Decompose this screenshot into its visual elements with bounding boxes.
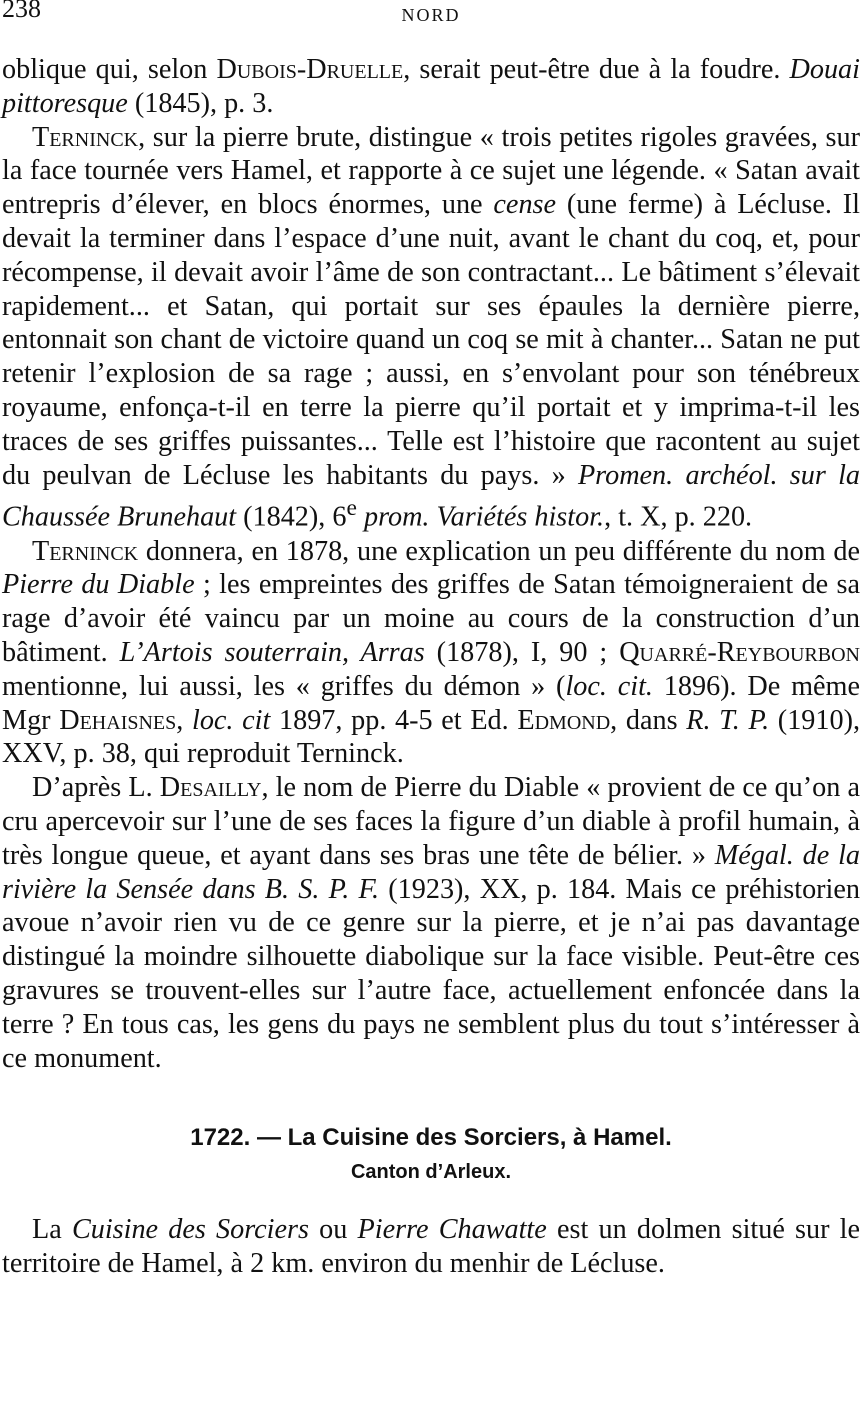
- text-run: (une ferme) à Lécluse. Il devait la terminer dans l’espace d’une nuit, avant le chant du coq, et, pour récompense, il devait avoir l’âme de son contractant... Le bâtiment s’élevait rapidement... et Satan, qui portait sur ses épaules la dernière pierre, entonnait son chant de victoire quand un coq se mit à chanter... Satan ne put retenir l’explosion de sa rage ; aussi, en s’envolant pour son ténébreux royaume, enfonça-t-il en terre la pierre qu’il portait et y imprima-t-il les traces de ses griffes puissantes... Telle est l’histoire que racontent au sujet du peulvan de Lécluse les habitants du pays. »: [2, 189, 860, 491]
- text-run: ,: [176, 704, 192, 736]
- text-run: (1878), I, 90 ;: [424, 636, 620, 668]
- text-run: donnera, en 1878, une explication un peu différente du nom de: [138, 535, 860, 567]
- text-run: (1910), XXV, p. 38, qui reproduit Terninck.: [2, 704, 861, 770]
- text-run: , sur la pierre brute, distingue « trois petites rigoles gravées, sur la face tournée vers Hamel, et rapporte à ce sujet une légende. « Satan avait entrepris d’élever, en blocs énormes, une: [2, 121, 860, 221]
- text-run: ; les empreintes des griffes de Satan témoigneraient de sa rage d’avoir été vaincu par un moine au cours de la construction d’un bâtiment.: [2, 569, 860, 668]
- text-run: (1842), 6: [236, 501, 347, 533]
- text-run: (1923), XX, p. 184. Mais ce préhistorien avoue n’avoir rien vu de ce genre sur la pierre, et je n’ai pas davantage distingué la moindre silhouette diabolique sur la face visible. Peut-être ces gravures se trouvent-elles sur l’autre face, actuellement enfoncée dans la terre ? En tous cas, les gens du pays ne semblent plus du tout s’intéresser à ce monument.: [2, 873, 860, 1074]
- text-run: D’après L.: [32, 772, 160, 804]
- text-run: mentionne, lui aussi, les « griffes du démon » (: [2, 670, 566, 702]
- work-title: Promen. archéol. sur la Chaussée Brunehaut: [2, 459, 860, 533]
- paragraph-4: [2, 771, 860, 1075]
- author-name: Desailly: [159, 772, 262, 804]
- text-run: , serait peut-être due à la foudre.: [403, 54, 790, 85]
- section-heading: 1722. — La Cuisine des Sorciers, à Hamel.: [190, 1124, 672, 1152]
- author-name: Quarré-Reybourbon: [619, 636, 860, 668]
- text-run: 1897, pp. 4-5 et Ed.: [270, 704, 518, 736]
- superscript: e: [346, 495, 357, 522]
- author-name: Terninck: [32, 121, 139, 153]
- text-run: est un dolmen situé sur le territoire de Hamel, à 2 km. environ du menhir de Lécluse.: [2, 1214, 861, 1280]
- text-run: La: [32, 1214, 72, 1246]
- paragraph-2: [2, 121, 860, 535]
- text-run: [357, 502, 364, 533]
- work-title: prom. Variétés histor.: [363, 501, 605, 533]
- text-run: , t. X, p. 220.: [604, 501, 753, 533]
- work-title: L’Artois souterrain, Arras: [119, 636, 425, 668]
- author-name: Dehaisnes: [59, 704, 177, 736]
- author-name: Edmond: [517, 704, 611, 736]
- page-header: [2, 0, 860, 36]
- paragraph-3: [2, 535, 860, 772]
- work-title: Douai pittoresque: [2, 54, 860, 119]
- citation-abbrev: loc. cit: [192, 704, 271, 736]
- text-run: , le nom de Pierre du Diable « provient de ce qu’on a cru apercevoir sur l’une de ses faces la figure d’un diable à profil humain, à très longue queue, et ayant dans ses bras une tête de bélier. »: [2, 772, 860, 871]
- text-run: (1845), p. 3.: [127, 87, 274, 119]
- work-title: Mégal. de la rivière la Sensée dans B. S. P. F.: [2, 839, 860, 905]
- text-run: , dans: [610, 704, 687, 736]
- work-title: Cuisine des Sorciers: [71, 1214, 309, 1246]
- running-head: NORD: [401, 5, 461, 25]
- author-name: Terninck: [32, 535, 139, 567]
- body-text: [2, 53, 860, 1281]
- text-run: ou: [308, 1214, 358, 1246]
- paragraph-5: [2, 1213, 860, 1281]
- work-title: R. T. P.: [686, 704, 770, 736]
- section-subheading: Canton d’Arleux.: [350, 1161, 511, 1184]
- italic-word: cense: [493, 189, 557, 221]
- citation-abbrev: loc. cit.: [565, 670, 653, 702]
- paragraph-1: [2, 53, 860, 121]
- author-name: Dubois-Druelle: [216, 54, 404, 85]
- text-run: oblique qui, selon: [2, 54, 217, 85]
- page-number: 238: [2, 0, 41, 23]
- work-title: Pierre du Diable: [2, 569, 195, 601]
- work-title: Pierre Chawatte: [357, 1214, 547, 1246]
- text-run: 1896). De même Mgr: [2, 670, 860, 736]
